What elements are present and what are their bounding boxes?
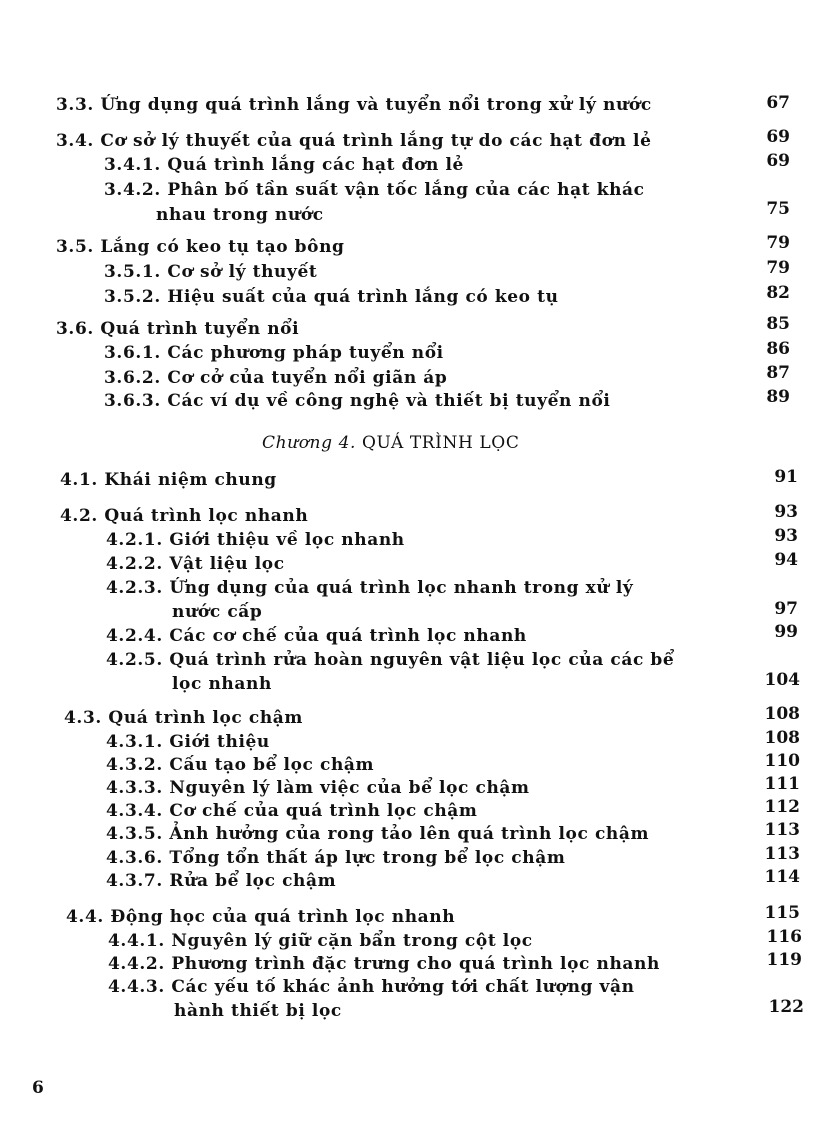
toc-entry-3-6-1: 3.6.1. Các phương pháp tuyển nổi [104, 343, 444, 363]
toc-entry-4-4-1: 4.4.1. Nguyên lý giữ cặn bẩn trong cột lọc [108, 931, 533, 951]
toc-entry-3-5-2: 3.5.2. Hiệu suất của quá trình lắng có keo tụ [104, 287, 559, 307]
toc-entry-3-5-1: 3.5.1. Cơ sở lý thuyết [104, 262, 318, 282]
toc-entry-3-3: 3.3. Ứng dụng quá trình lắng và tuyển nổi trong xử lý nước [56, 95, 652, 115]
toc-page: 89 [766, 387, 790, 407]
toc-page: 79 [766, 233, 790, 253]
toc-page: 114 [764, 867, 800, 887]
toc-page: 82 [766, 283, 790, 303]
toc-page: 113 [764, 844, 800, 864]
page-number: 6 [32, 1078, 44, 1098]
toc-entry-4-3-1: 4.3.1. Giới thiệu [106, 732, 270, 752]
toc-page: 97 [774, 599, 798, 619]
toc-entry-4-2-4: 4.2.4. Các cơ chế của quá trình lọc nhanh [106, 626, 527, 646]
toc-entry-4-3-5: 4.3.5. Ảnh hưởng của rong tảo lên quá trình lọc chậm [106, 824, 650, 844]
toc-page: 122 [768, 997, 804, 1017]
toc-entry-4-2-5-cont: lọc nhanh [172, 674, 272, 694]
toc-page: 119 [766, 950, 802, 970]
toc-page: 85 [766, 314, 790, 334]
chapter-title: QUÁ TRÌNH LỌC [362, 433, 520, 453]
toc-entry-3-4-2: 3.4.2. Phân bố tần suất vận tốc lắng của các hạt khác [104, 180, 645, 200]
toc-entry-4-4-3-cont: hành thiết bị lọc [174, 1001, 342, 1021]
toc-entry-3-4-1: 3.4.1. Quá trình lắng các hạt đơn lẻ [104, 155, 464, 175]
toc-page: 108 [764, 728, 800, 748]
toc-entry-3-6: 3.6. Quá trình tuyển nổi [56, 319, 300, 339]
toc-entry-3-6-2: 3.6.2. Cơ cở của tuyển nổi giãn áp [104, 368, 448, 388]
toc-entry-4-1: 4.1. Khái niệm chung [60, 470, 277, 490]
toc-page: 69 [766, 127, 790, 147]
toc-page: 93 [774, 502, 798, 522]
toc-page: 99 [774, 622, 798, 642]
toc-entry-4-2-3-cont: nước cấp [172, 602, 263, 622]
toc-entry-4-4: 4.4. Động học của quá trình lọc nhanh [66, 907, 456, 927]
toc-entry-4-3-2: 4.3.2. Cấu tạo bể lọc chậm [106, 755, 375, 775]
toc-entry-4-3: 4.3. Quá trình lọc chậm [64, 708, 303, 728]
toc-entry-4-3-6: 4.3.6. Tổng tổn thất áp lực trong bể lọc chậm [106, 848, 566, 868]
toc-entry-4-3-7: 4.3.7. Rửa bể lọc chậm [106, 871, 337, 891]
toc-entry-4-2-5: 4.2.5. Quá trình rửa hoàn nguyên vật liệu lọc của các bể [106, 650, 675, 670]
chapter-prefix: Chương 4. [262, 433, 356, 453]
toc-page: 87 [766, 363, 790, 383]
toc-entry-4-3-3: 4.3.3. Nguyên lý làm việc của bể lọc chậm [106, 778, 530, 798]
toc-page: 104 [764, 670, 800, 690]
toc-page: 67 [766, 93, 790, 113]
toc-entry-4-4-2: 4.4.2. Phương trình đặc trưng cho quá trình lọc nhanh [108, 954, 660, 974]
toc-page: 116 [766, 927, 802, 947]
toc-page: 110 [764, 751, 800, 771]
toc-page: 69 [766, 151, 790, 171]
toc-entry-4-2: 4.2. Quá trình lọc nhanh [60, 506, 309, 526]
chapter-heading [262, 432, 519, 454]
toc-page: 94 [774, 550, 798, 570]
toc-page: 75 [766, 199, 790, 219]
toc-entry-3-6-3: 3.6.3. Các ví dụ về công nghệ và thiết bị tuyển nổi [104, 391, 611, 411]
toc-entry-4-3-4: 4.3.4. Cơ chế của quá trình lọc chậm [106, 801, 478, 821]
toc-page: 108 [764, 704, 800, 724]
toc-entry-3-4: 3.4. Cơ sở lý thuyết của quá trình lắng tự do các hạt đơn lẻ [56, 131, 652, 151]
toc-page: 79 [766, 258, 790, 278]
toc-entry-4-4-3: 4.4.3. Các yếu tố khác ảnh hưởng tới chất lượng vận [108, 977, 635, 997]
toc-entry-4-2-2: 4.2.2. Vật liệu lọc [106, 554, 285, 574]
toc-page: 93 [774, 526, 798, 546]
toc-page: 111 [764, 774, 800, 794]
toc-page: 112 [764, 797, 800, 817]
toc-entry-4-2-1: 4.2.1. Giới thiệu về lọc nhanh [106, 530, 405, 550]
toc-entry-4-2-3: 4.2.3. Ứng dụng của quá trình lọc nhanh trong xử lý [106, 578, 634, 598]
toc-entry-3-4-2-cont: nhau trong nước [156, 205, 324, 225]
toc-page: 91 [774, 467, 798, 487]
toc-page: 113 [764, 820, 800, 840]
toc-page: 86 [766, 339, 790, 359]
toc-entry-3-5: 3.5. Lắng có keo tụ tạo bông [56, 237, 345, 257]
toc-page: 115 [764, 903, 800, 923]
